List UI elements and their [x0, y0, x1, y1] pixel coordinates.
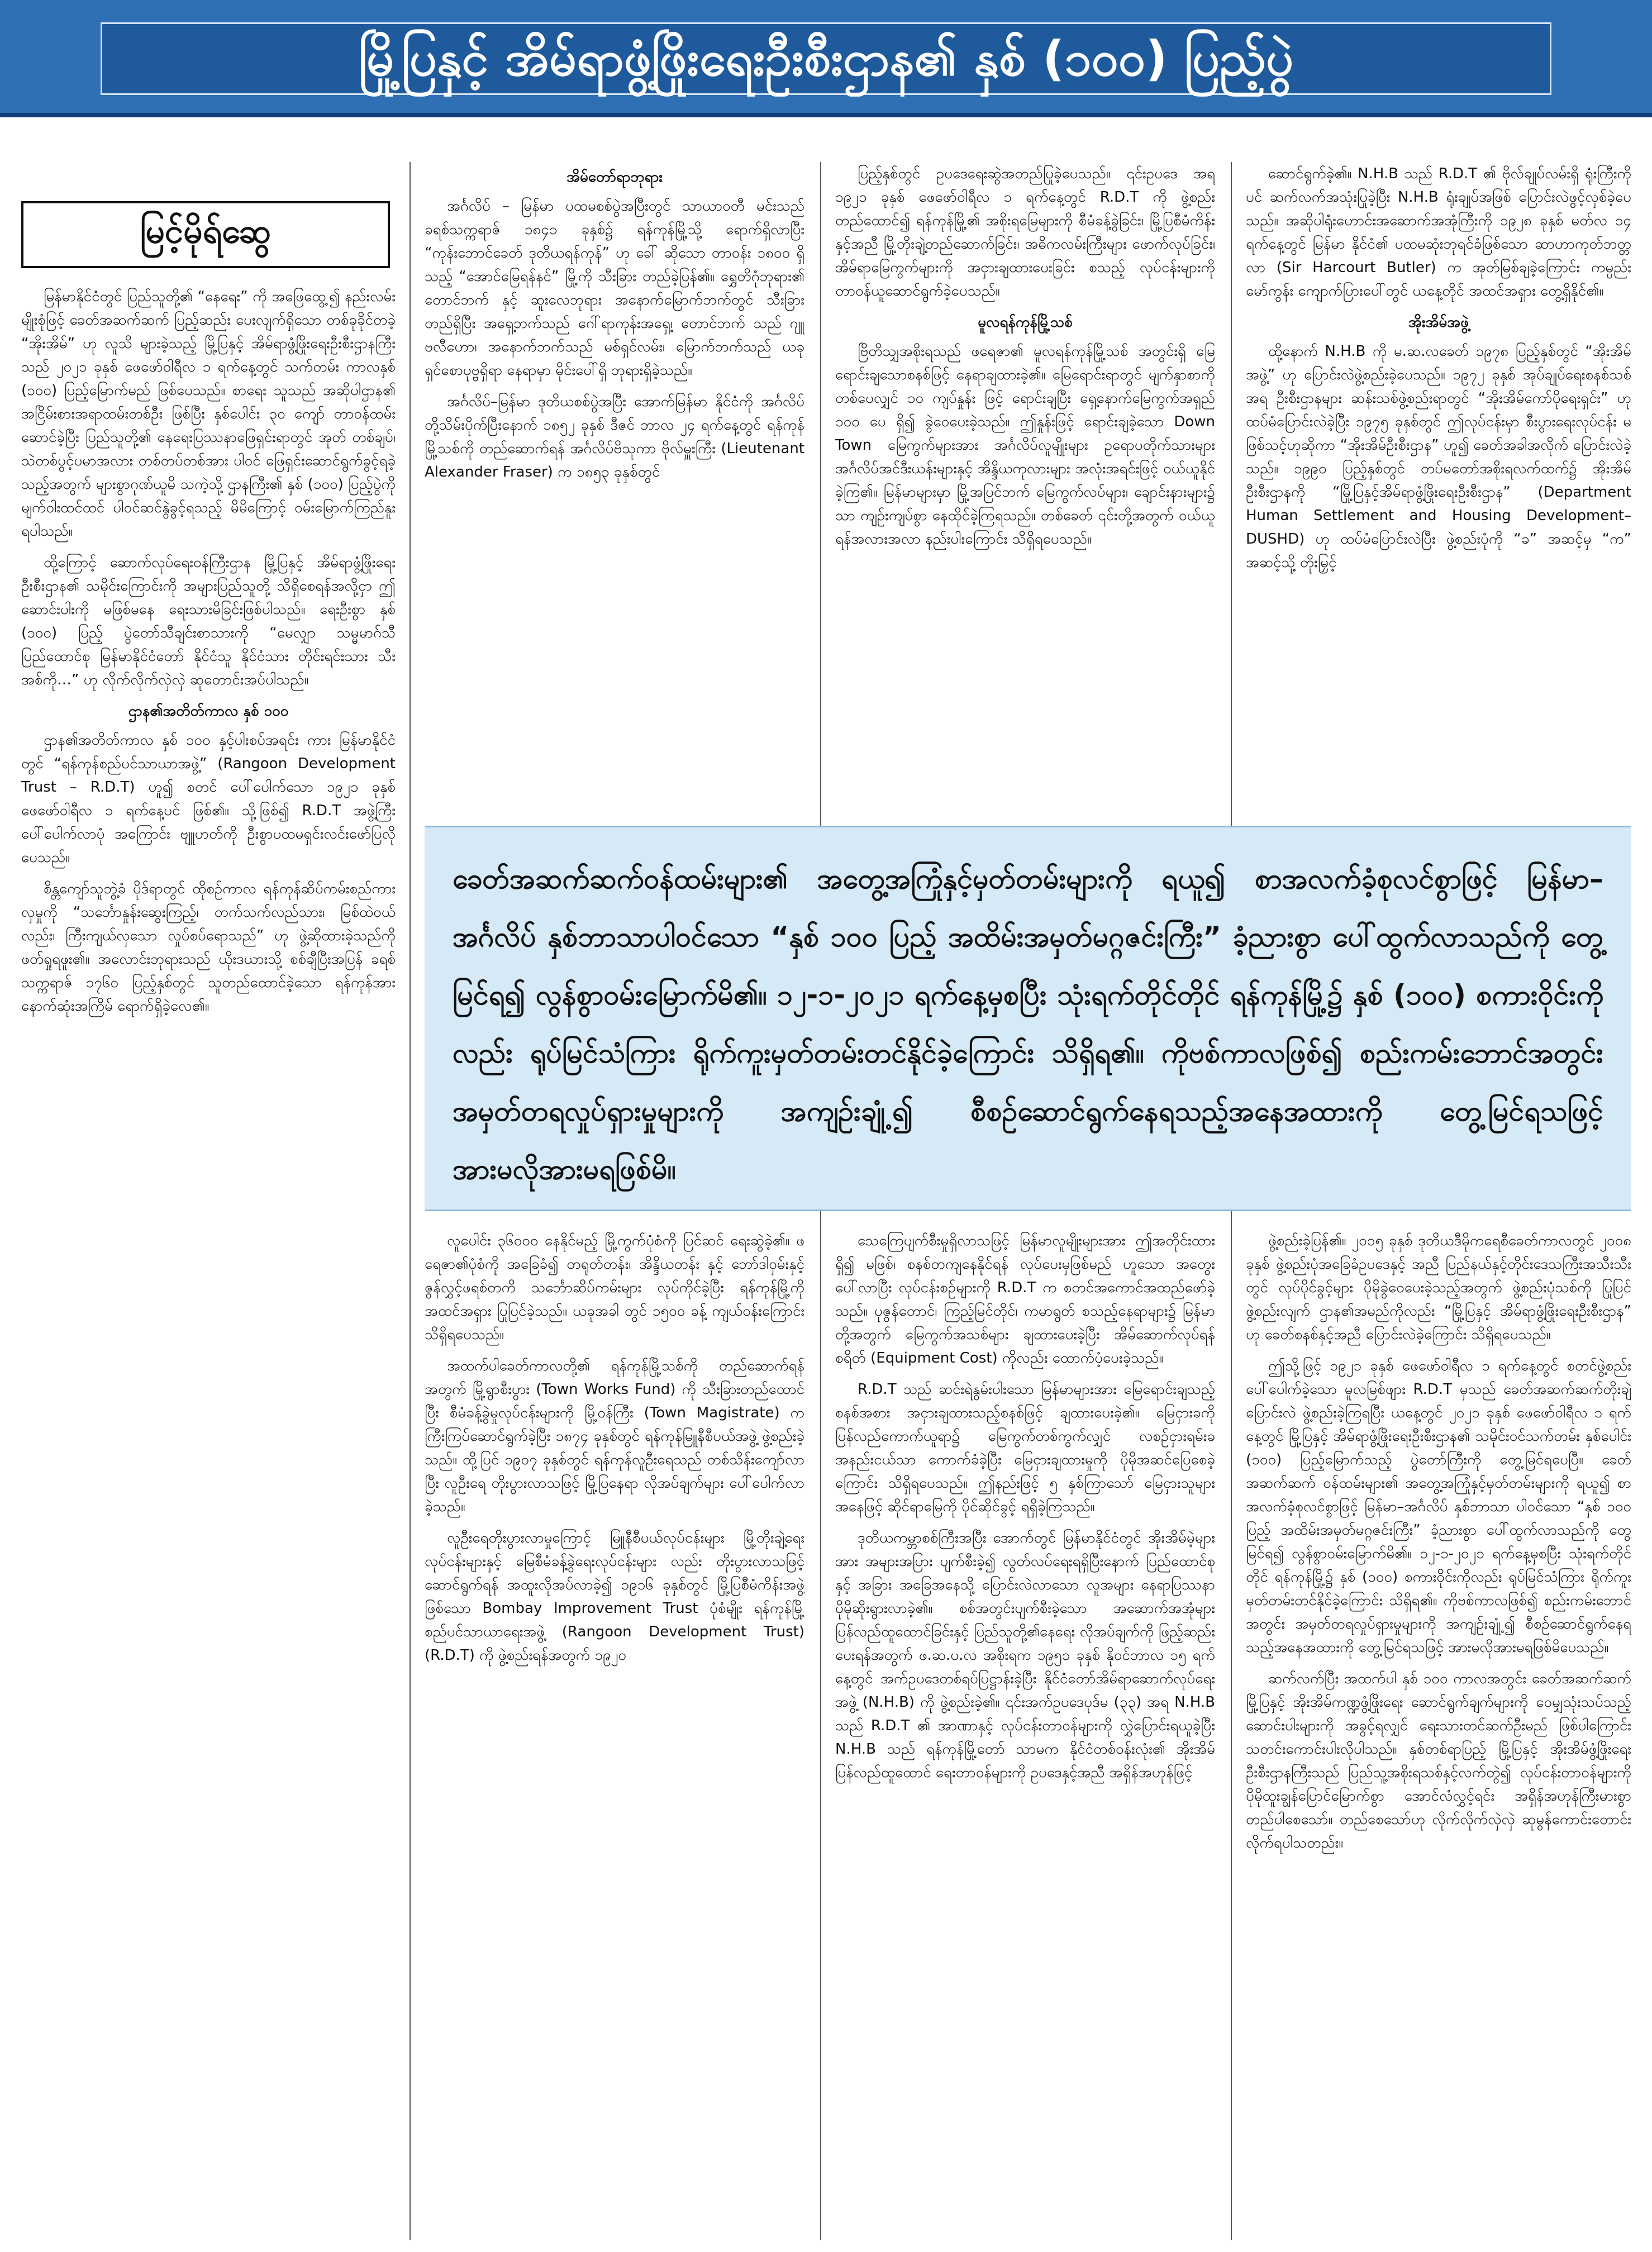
paragraph: လူပေါင်း ၃၆၀၀၀ နေနိုင်မည့် မြို့ကွက်ပုံစံကို ပြင်ဆင် ရေးဆွဲခဲ့၏။ ဖရေဇာ၏ပုံစံကို အခြေခံ၍ တရုတ်တန်း၊ အိန္ဒိယတန်း နှင့် ဘော်ဒါဝှမ်းနှင့် ဇွန်လွှင့်ဖရစ်တကိ သင်္ဘောဆိပ်ကမ်းများ လုပ်ကိုင်ခဲ့ပြီး ရန်ကုန်မြို့ကို အထင်အရှား ပြုပြင်ခဲ့သည်။ ယခုအခါ တွင် ၁၅၀၀ ခန့် ကျယ်ဝန်းကြောင်း သိရှိရပေသည်။: [425, 1232, 804, 1343]
article-column-1: [21, 285, 396, 2235]
title-banner: [0, 0, 1652, 117]
subheading: အိမ်တော်ရာဘုရား: [566, 169, 663, 185]
paragraph: ဤသို့ဖြင့် ၁၉၂၁ ခုနှစ် ဖေဖော်ဝါရီလ ၁ ရက်နေ့တွင် စတင်ဖွဲ့စည်းပေါ်ပေါက်ခဲ့သော မူလမြစ်ဖျား R.D.T မှသည် ခေတ်အဆက်ဆက်တိုးချဲ့ပြောင်းလဲ ဖွဲ့စည်းခဲ့ကြရပြီး ယနေ့တွင် ၂၀၂၁ ခုနှစ် ဖေဖော်ဝါရီလ ၁ ရက်နေ့တွင် မြို့ပြနှင့် အိမ်ရာဖွံ့ဖြိုးရေးဦးစီးဌာန၏ သမိုင်းဝင်သက်တမ်း နှစ်ပေါင်း (၁၀၀) ပြည့်မြောက်သည့် ပွဲတော်ကြီးကို တွေ့မြင်ရပေပြီ။ ခေတ်အဆက်ဆက် ဝန်ထမ်းများ၏ အတွေ့အကြုံနှင့်မှတ်တမ်းများကို ရယူ၍ စာအလက်ခံ့စုလင်စွာဖြင့် မြန်မာ–အင်္ဂလိပ် နှစ်ဘာသာ ပါဝင်သော “နှစ် ၁၀၀ ပြည့် အထိမ်းအမှတ်မဂ္ဂဇင်းကြီး” ခံ့ညားစွာ ပေါ်ထွက်လာသည်ကို တွေ့မြင်ရ၍ လွန်စွာဝမ်းမြောက်မိ၏။ ၁၂-၁-၂၀၂၁ ရက်နေ့မှစပြီး သုံးရက်တိုင်တိုင် ရန်ကုန်မြို့၌ နှစ် (၁၀၀) စကားဝိုင်းကိုလည်း ရုပ်မြင်သံကြား ရိုက်ကူးမှတ်တမ်းတင်နိုင်ခဲ့ကြောင်း သိရှိရ၏။ ကိုဗစ်ကာလဖြစ်၍ စည်းကမ်းဘောင်အတွင်း အမှတ်တရလှုပ်ရှားမှုများကို အကျဉ်းချုံ့၍ စီစဉ်ဆောင်ရွက်နေရသည့်အနေအထားကို တွေ့မြင်ရသဖြင့် အားမလိုအားမရဖြစ်မိပေသည်။: [1246, 1358, 1631, 1656]
paragraph: စိန္တကျော်သူဘွဲ့ခံ ပိုဒ်ရာတွင် ထိုစဉ်ကာလ ရန်ကုန်ဆိပ်ကမ်းစည်ကားလှမှုကို “သင်္ဘောနှုန်းဆွေးကြည့်၊ တက်သက်လည်သား၊ မြစ်ထဲဝယ်လည်း၊ ကြီးကျယ်လှသော လှုပ်စပ်ရောသည်” ဟု ဖွဲ့ဆိုထားခဲ့သည်ကို ဖတ်ရှုရဖူး၏။ အလောင်းဘုရားသည် ယိုးဒယားသို့ စစ်ချီပြီးအပြန် ခရစ် သက္ကရာဇ် ၁၇၆၀ ပြည့်နှစ်တွင် သူတည်ထောင်ခဲ့သော ရန်ကုန်အား နောက်ဆုံးအကြိမ် ရောက်ရှိခဲ့လေ၏။: [21, 880, 396, 1015]
paragraph: အထက်ပါခေတ်ကာလတို့၏ ရန်ကုန်မြို့သစ်ကို တည်ဆောက်ရန်အတွက် မြို့ရွာစီးပွား (Town Works Fund) ကို သီးခြားတည်ထောင်ပြီး စီမံခန့်ခွဲမှုလုပ်ငန်းများကို မြို့ဝန်ကြီး (Town Magistrate) က ကြီးကြပ်ဆောင်ရွက်ခဲ့ပြီး ၁၈၇၄ ခုနှစ်တွင် ရန်ကုန်မြူနီစီပယ်အဖွဲ့ ဖွဲ့စည်းခဲ့သည်။ ထို့ပြင် ၁၉၀၇ ခုနှစ်တွင် ရန်ကုန်လူဦးရေသည် တစ်သိန်းကျော်လာပြီး လူဦးရေ တိုးပွားလာသဖြင့် မြို့ပြနေရာ လိုအပ်ချက်များ ပေါ်ပေါက်လာခဲ့သည်။: [425, 1358, 804, 1515]
paragraph: ဒုတိယကမ္ဘာစစ်ကြီးအပြီး အောက်တွင် မြန်မာနိုင်ငံတွင် အိုးအိမ်မဲ့များအား အများအပြား ပျက်စီးခဲ့၍ လွတ်လပ်ရေးရရှိပြီးနောက် ပြည်ထောင်စုနှင့် အခြား အခြေအနေသို့ ပြောင်းလဲလာသော လူအများ နေရာပြဿနာ ပိုမိုဆိုးရွားလာခဲ့၏။ စစ်အတွင်းပျက်စီးခဲ့သော အဆောက်အအုံများ ပြန်လည်ထူထောင်ခြင်းနှင့် ပြည်သူတို့၏နေရေး လိုအပ်ချက်ကို ဖြည့်ဆည်းပေးရန်အတွက် ဖ.ဆ.ပ.လ အစိုးရက ၁၉၅၁ ခုနှစ် နိုဝင်ဘာလ ၁၅ ရက်နေ့တွင် အက်ဥပဒေတစ်ရပ်ပြဋ္ဌာန်းခဲ့ပြီး နိုင်ငံတော်အိမ်ရာဆောက်လုပ်ရေးအဖွဲ့ (N.H.B) ကို ဖွဲ့စည်းခဲ့၏။ ၎င်းအက်ဥပဒေပုဒ်မ (၃၃) အရ N.H.B သည် R.D.T ၏ အာဏာနှင့် လုပ်ငန်းတာဝန်များကို လွှဲပြောင်းရယူခဲ့ပြီး N.H.B သည် ရန်ကုန်မြို့တော် သာမက နိုင်ငံတစ်ဝန်းလုံး၏ အိုးအိမ်ပြန်လည်ထူထောင် ရေးတာဝန်များကို ဥပဒေနှင့်အညီ အရှိန်အဟုန်ဖြင့်: [835, 1530, 1215, 1781]
article-column-3-bottom: [835, 1229, 1215, 2235]
paragraph: ဌာန၏အတိတ်ကာလ နှစ် ၁၀၀ နှင့်ပါးစပ်အရင်း ကား မြန်မာနိုင်ငံတွင် “ရန်ကုန်စည်ပင်သာယာအဖွဲ့” (Rangoon Development Trust – R.D.T) ဟူ၍ စတင် ပေါ်ပေါက်သော ၁၉၂၁ ခုနှစ် ဖေဖော်ဝါရီလ ၁ ရက်နေ့ပင် ဖြစ်၏။ သို့ဖြစ်၍ R.D.T အဖွဲ့ကြီးပေါ်ပေါက်လာပုံ အကြောင်း ဗျူဟတ်ကို ဦးစွာပထမရှင်းလင်းဖော်ပြလို ပေသည်။: [21, 732, 396, 866]
subheading: မူလရန်ကုန်မြို့သစ်: [978, 314, 1073, 331]
paragraph: ဗြိတိသျှအစိုးရသည် ဖရေဇာ၏ မူလရန်ကုန်မြို့သစ် အတွင်းရှိ မြေရောင်းချသောစနစ်ဖြင့် နေရာချထားခဲ့၏။ မြေရောင်းရာတွင် မျက်နှာစာကို တစ်ပေလျှင် ၁၀ ကျပ်နှုန်း ဖြင့် ရောင်းချပြီး ရှေ့နောက်မြေကွက်အရှည် ၁၀၀ ပေ ရှိ၍ ခွဲဝေပေးခဲ့သည်။ ဤနှုန်းဖြင့် ရောင်းချခဲ့သော Down Town မြေကွက်များအား အင်္ဂလိပ်လူမျိုးများ ဥရောပတိုက်သားများ အင်္ဂလိပ်အင်ဒီးယန်းများနှင့် အိန္ဒိယကုလားများ အလုံးအရင်းဖြင့် ဝယ်ယူနိုင်ခဲ့ကြ၏။ မြန်မာများမှာ မြို့အပြင်ဘက် မြေကွက်လပ်များ၊ ချောင်းနားများ၌ သာ ကျဉ်းကျပ်စွာ နေထိုင်ခဲ့ကြရသည်။ တစ်ခေတ် ၎င်းတို့အတွက် ဝယ်ယူရန်အလားအလာ နည်းပါးကြောင်း သိရှိရပေသည်။: [835, 343, 1215, 547]
paragraph: R.D.T သည် ဆင်းရဲနွမ်းပါးသော မြန်မာများအား မြေရောင်းချသည့်စနစ်အစား အငှားချထားသည့်စနစ်ဖြင့် ချထားပေးခဲ့၏။ မြေငှားခကို ပြန်လည်ကောက်ယူရာ၌ မြေကွက်တစ်ကွက်လျှင် လစဉ်ငှားရမ်းခ အနည်းငယ်သာ ကောက်ခံခဲ့ပြီး မြေငှားချထားမှုကို ပိုမိုအဆင်ပြေစေခဲ့ကြောင်း သိရှိရပေသည်။ ဤနည်းဖြင့် ၅ နှစ်ကြာသော် မြေငှားသူများအနေဖြင့် ဆိုင်ရာမြေကို ပိုင်ဆိုင်ခွင့် ရရှိခဲ့ကြသည်။: [835, 1381, 1215, 1515]
article-column-4-bottom: [1246, 1229, 1631, 2235]
article-column-2-top: [425, 162, 804, 816]
paragraph: အင်္ဂလိပ်–မြန်မာ ဒုတိယစစ်ပွဲအပြီး အောက်မြန်မာ နိုင်ငံကို အင်္ဂလိပ်တို့သိမ်းပိုက်ပြီးနောက် ၁၈၅၂ ခုနှစ် ဒီဇင် ဘာလ ၂၄ ရက်နေ့တွင် ရန်ကုန်မြို့သစ်ကို တည်ဆောက်ရန် အင်္ဂလိပ်ဗိသုကာ ဗိုလ်မှူးကြီး (Lieutenant Alexander Fraser) က ၁၈၅၃ ခုနှစ်တွင်: [425, 393, 804, 480]
paragraph: သေကြေပျက်စီးမှုရှိလာသဖြင့် မြန်မာလူမျိုးများအား ဤအတိုင်းထားရှိ၍ မဖြစ်၊ စနစ်တကျနေနိုင်ရန် လုပ်ပေးမှဖြစ်မည် ဟူသော အတွေးပေါ်လာပြီး လုပ်ငန်းစဉ်များကို R.D.T က စတင်အကောင်အထည်ဖော်ခဲ့သည်။ ပုဇွန်တောင်၊ ကြည့်မြင်တိုင်၊ ကမာရွတ် စသည့်နေရာများ၌ မြန်မာတို့အတွက် မြေကွက်အသစ်များ ချထားပေးခဲ့ပြီး အိမ်ဆောက်လုပ်ရန် စရိတ် (Equipment Cost) ကိုလည်း ထောက်ပံ့ပေးခဲ့သည်။: [835, 1232, 1215, 1367]
subheading: ဌာန၏အတိတ်ကာလ နှစ် ၁၀၀: [128, 703, 289, 720]
paragraph: လူဦးရေတိုးပွားလာမှုကြောင့် မြူနီစီပယ်လုပ်ငန်းများ မြို့တိုးချဲ့ရေးလုပ်ငန်းများနှင့် မြေစီမံခန့်ခွဲရေးလုပ်ငန်းများ လည်း တိုးပွားလာသဖြင့် ဆောင်ရွက်ရန် အထူးလိုအပ်လာခဲ့၍ ၁၉၁၆ ခုနှစ်တွင် မြို့ပြစီမံကိန်းအဖွဲ့ဖြစ်သော Bombay Improvement Trust ပုံစံမျိုး ရန်ကုန်မြို့စည်ပင်သာယာရေးအဖွဲ့ (Rangoon Development Trust) (R.D.T) ကို ဖွဲ့စည်းရန်အတွက် ၁၉၂၀: [425, 1530, 804, 1664]
article-column-2-bottom: [425, 1229, 804, 2235]
paragraph: ဆက်လက်ပြီး အထက်ပါ နှစ် ၁၀၀ ကာလအတွင်း ခေတ်အဆက်ဆက် မြို့ပြနှင့် အိုးအိမ်ကဏ္ဍဖွံ့ဖြိုးရေး ဆောင်ရွက်ချက်များကို ဝေမျှသုံးသပ်သည့် ဆောင်းပါးများကို အခွင့်ရလျှင် ရေးသားတင်ဆက်ဦးမည် ဖြစ်ပါကြောင်း သတင်းကောင်းပါးလိုပါသည်။ နှစ်တစ်ရာပြည့် မြို့ပြနှင့် အိုးအိမ်ဖွံ့ဖြိုးရေးဦးစီးဌာနကြီးသည် ပြည်သူ့အစိုးရသစ်နှင့်လက်တွဲ၍ လုပ်ငန်းတာဝန်များကို ပိုမိုထူးချွန်ပြောင်မြောက်စွာ အောင်လံလွှင့်ရင်း အရှိန်အဟုန်ကြီးမားစွာ တည်ပါစေသော်။ တည်စေသော်ဟု လိုက်လိုက်လှဲလှဲ ဆုမွန်ကောင်းတောင်းလိုက်ရပါသတည်း။: [1246, 1670, 1631, 1851]
paragraph: အင်္ဂလိပ် – မြန်မာ ပထမစစ်ပွဲအပြီးတွင် သာယာဝတီ မင်းသည် ခရစ်သက္ကရာဇ် ၁၈၄၁ ခုနှစ်၌ ရန်ကုန်မြို့သို့ ရောက်ရှိလာပြီး “ကုန်းဘောင်ခေတ် ဒုတိယရန်ကုန်” ဟု ခေါ် ဆိုသော တာဝန်း ၁၈၀၀ ရှိသည့် “အောင်မြေရန်နင်” မြို့ကို သီးခြား တည်ခဲ့ပြန်၏။ ရွှေတိဂုံဘုရား၏ တောင်ဘက် နှင့် ဆူးလေဘုရား အနောက်မြောက်ဘက်တွင် သီးခြား တည်ရှိပြီး အရှေ့ဘက်သည် ဂေါ်ရာကုန်းအရှေ့၊ တောင်ဘက် သည် ဂျူဗလီဟော၊ အနောက်ဘက်သည် မစ်ရှင်လမ်း၊ မြောက်ဘက်သည် ယခုရှင်စောပုဗ္ဗရှိရာ နေရာမှာ မိုင်းပေါ်ရှိ ဘုရားရှိခဲ့သည်။: [425, 198, 804, 379]
paragraph: ဆောင်ရွက်ခဲ့၏။ N.H.B သည် R.D.T ၏ ဗိုလ်ချုပ်လမ်းရှိ ရုံးကြီးကိုပင် ဆက်လက်အသုံးပြုခဲ့ပြီး N.H.B ရုံးချုပ်အဖြစ် ပြောင်းလဲဖွင့်လှစ်ခဲ့ပေသည်။ အဆိုပါရုံးဟောင်းအဆောက်အအုံကြီးကို ၁၉၂၈ ခုနှစ် မတ်လ ၁၄ ရက်နေ့တွင် မြန်မာ နိုင်ငံ၏ ပထမဆုံးဘုရင်ခံဖြစ်သော ဆာဟာကုတ်ဘတ္တလာ (Sir Harcourt Butler) က အုတ်မြစ်ချခဲ့ကြောင်း ကမ္ပည်းမော်ကွန်း ကျောက်ပြားပေါ်တွင် ယနေ့တိုင် အထင်အရှား တွေ့ရှိနိုင်၏။: [1246, 165, 1631, 299]
title-frame: [101, 22, 1551, 95]
subheading: အိုးအိမ်အဖွဲ့: [1408, 314, 1469, 331]
article-column-4-top: [1246, 162, 1631, 816]
paragraph: ပြည့်နှစ်တွင် ဥပဒေရေးဆွဲအတည်ပြုခဲ့ပေသည်။ ၎င်းဥပဒေ အရ ၁၉၂၁ ခုနှစ် ဖေဖော်ဝါရီလ ၁ ရက်နေ့တွင် R.D.T ကို ဖွဲ့စည်းတည်ထောင်၍ ရန်ကုန်မြို့၏ အစိုးရမြေများကို စီမံခန့်ခွဲခြင်း၊ မြို့ပြစီမံကိန်းနှင့်အညီ မြို့တိုးချဲ့တည်ဆောက်ခြင်း၊ အဓိကလမ်းကြီးများ ဖောက်လုပ်ခြင်း၊ အိမ်ရာမြေကွက်များကို အငှားချထားပေးခြင်း စသည့် လုပ်ငန်းများကို တာဝန်ယူဆောင်ရွက်ခဲ့ပေသည်။: [835, 165, 1215, 299]
column-divider: [410, 162, 411, 2240]
article-column-3-top: [835, 162, 1215, 816]
paragraph: ထို့ကြောင့် ဆောက်လုပ်ရေးဝန်ကြီးဌာန မြို့ပြနှင့် အိမ်ရာဖွံ့ဖြိုးရေးဦးစီးဌာန၏ သမိုင်းကြောင်းကို အများပြည်သူတို့ သိရှိစေရန်အလို့ငှာ ဤဆောင်းပါးကို မဖြစ်မနေ ရေးသားမိခြင်းဖြစ်ပါသည်။ ရေးဦးစွာ နှစ် (၁၀၀) ပြည့် ပွဲတော်သီချင်းစာသားကို “မေလျှာ သမ္မမာဂ်သီ ပြည်ထောင်စု မြန်မာနိုင်ငံတော် နိုင်ငံသူ နိုင်ငံသား တိုင်းရင်းသား သီးအစ်ကို…” ဟု လိုက်လိုက်လှဲလှဲ ဆုတောင်းအပ်ပါသည်။: [21, 554, 396, 688]
paragraph: မြန်မာနိုင်ငံတွင် ပြည်သူတို့၏ “နေရေး” ကို အဖြေထွေ့၍ နည်းလမ်းမျိုးစုံဖြင့် ခေတ်အဆက်ဆက် ပြည့်ဆည်း ပေးလျက်ရှိသော တစ်ခုခိုင်တခဲ့ “အိုးအိမ်” ဟု လူသိ များခဲ့သည့် မြို့ပြနှင့် အိမ်ရာဖွံ့ဖြိုးရေးဦးစီးဌာနကြီးသည် ၂၀၂၁ ခုနှစ် ဖေဖော်ဝါရီလ ၁ ရက်နေ့တွင် သက်တမ်း ကာလနှစ် (၁၀၀) ပြည့်မြောက်မည် ဖြစ်ပေသည်။ စာရေး သူသည် အဆိုပါဌာန၏ အငြိမ်းစားအရာထမ်းတစ်ဦး ဖြစ်ပြီး နှစ်ပေါင်း ၃၀ ကျော် တာဝန်ထမ်းဆောင်ခဲ့ပြီး ပြည်သူတို့၏ နေရေးပြဿနာဖြေရှင်းရာတွင် အုတ် တစ်ချပ်၊ သဲတစ်ပွင့်ပမာအလား တစ်တပ်တစ်အား ပါဝင် ဖြေရှင်းဆောင်ရွက်ခွင့်ရခဲ့သည့်အတွက် များစွာဂုဏ်ယူမိ သကဲ့သို့ ဌာနကြီး၏ နှစ် (၁၀၀) ပြည့်ပွဲကို မျက်ဝါးထင်ထင် ပါဝင်ဆင်နွဲခွင့်ရသည့် မိမိကြောင့် ဝမ်းမြောက်ကြည်နူး ရပါသည်။: [21, 288, 396, 540]
author-byline: မြင့်မိုရ်ဆွေ: [21, 201, 390, 268]
article-title: မြို့ပြနှင့် အိမ်ရာဖွံ့ဖြိုးရေးဦးစီးဌာန၏ နှစ် (၁၀၀) ပြည့်ပွဲ: [358, 31, 1294, 87]
paragraph: ဖွဲ့စည်းခဲ့ပြန်၏။ ၂၀၁၅ ခုနှစ် ဒုတိယဒီမိုကရေစီခေတ်ကာလတွင် ၂၀၀၈ ခုနှစ် ဖွဲ့စည်းပုံအခြေခံဥပဒေနှင့် အညီ ပြည်နယ်နှင့်တိုင်းဒေသကြီးအသီးသီးတွင် လုပ်ပိုင်ခွင့်များ ပိုမိုခွဲဝေပေးခဲ့သည့်အတွက် ဖွဲ့စည်းပုံသစ်ကို ပြုပြင်ဖွဲ့စည်းလျက် ဌာန၏အမည်ကိုလည်း “မြို့ပြနှင့် အိမ်ရာဖွံ့ဖြိုးရေးဦးစီးဌာန” ဟု ခေတ်စနစ်နှင့်အညီ ပြောင်းလဲခဲ့ကြောင်း သိရှိရပေသည်။: [1246, 1232, 1631, 1343]
paragraph: ထို့နောက် N.H.B ကို မ.ဆ.လခေတ် ၁၉၇၈ ပြည့်နှစ်တွင် “အိုးအိမ်အဖွဲ့” ဟု ပြောင်းလဲဖွဲ့စည်းခဲ့ပေသည်။ ၁၉၇၂ ခုနှစ် အုပ်ချုပ်ရေးစနစ်သစ်အရ ဦးစီးဌာနများ ဆန်းသစ်ဖွဲ့စည်းရာတွင် “အိုးအိမ်ကော်ပိုရေးရှင်း” ဟု ထပ်မံပြောင်းလဲခဲ့ပြီး ၁၉၇၅ ခုနှစ်တွင် ဤလုပ်ငန်းမှာ စီးပွားရေးလုပ်ငန်း မဖြစ်သင့်ဟုဆိုကာ “အိုးအိမ်ဦးစီးဌာန” ဟူ၍ ခေတ်အခါအလိုက် ပြောင်းလဲခဲ့သည်။ ၁၉၉၀ ပြည့်နှစ်တွင် တပ်မတော်အစိုးရလက်ထက်၌ အိုးအိမ်ဦးစီးဌာနကို “မြို့ပြနှင့်အိမ်ရာဖွံ့ဖြိုးရေးဦးစီးဌာန” (Department Human Settlement and Housing Development–DUSHD) ဟု ထပ်မံပြောင်းလဲပြီး ဖွဲ့စည်းပုံကို “ခ” အဆင့်မှ “က” အဆင့်သို့ တိုးမြှင့်: [1246, 343, 1631, 571]
pull-quote: ခေတ်အဆက်ဆက်ဝန်ထမ်းများ၏ အတွေ့အကြုံနှင့်မှတ်တမ်းများကို ရယူ၍ စာအလက်ခံ့စုလင်စွာဖြင့် မြန်မာ–အင်္ဂလိပ် နှစ်ဘာသာပါဝင်သော “နှစ် ၁၀၀ ပြည့် အထိမ်းအမှတ်မဂ္ဂဇင်းကြီး” ခံ့ညားစွာ ပေါ်ထွက်လာသည်ကို တွေ့မြင်ရ၍ လွန်စွာဝမ်းမြောက်မိ၏။ ၁၂-၁-၂၀၂၁ ရက်နေ့မှစပြီး သုံးရက်တိုင်တိုင် ရန်ကုန်မြို့၌ နှစ် (၁၀၀) စကားဝိုင်းကိုလည်း ရုပ်မြင်သံကြား ရိုက်ကူးမှတ်တမ်းတင်နိုင်ခဲ့ကြောင်း သိရှိရ၏။ ကိုဗစ်ကာလဖြစ်၍ စည်းကမ်းဘောင်အတွင်း အမှတ်တရလှုပ်ရှားမှုများကို အကျဉ်းချုံ့၍ စီစဉ်ဆောင်ရွက်နေရသည့်အနေအထားကို တွေ့မြင်ရသဖြင့် အားမလိုအားမရဖြစ်မိ။: [425, 826, 1631, 1211]
